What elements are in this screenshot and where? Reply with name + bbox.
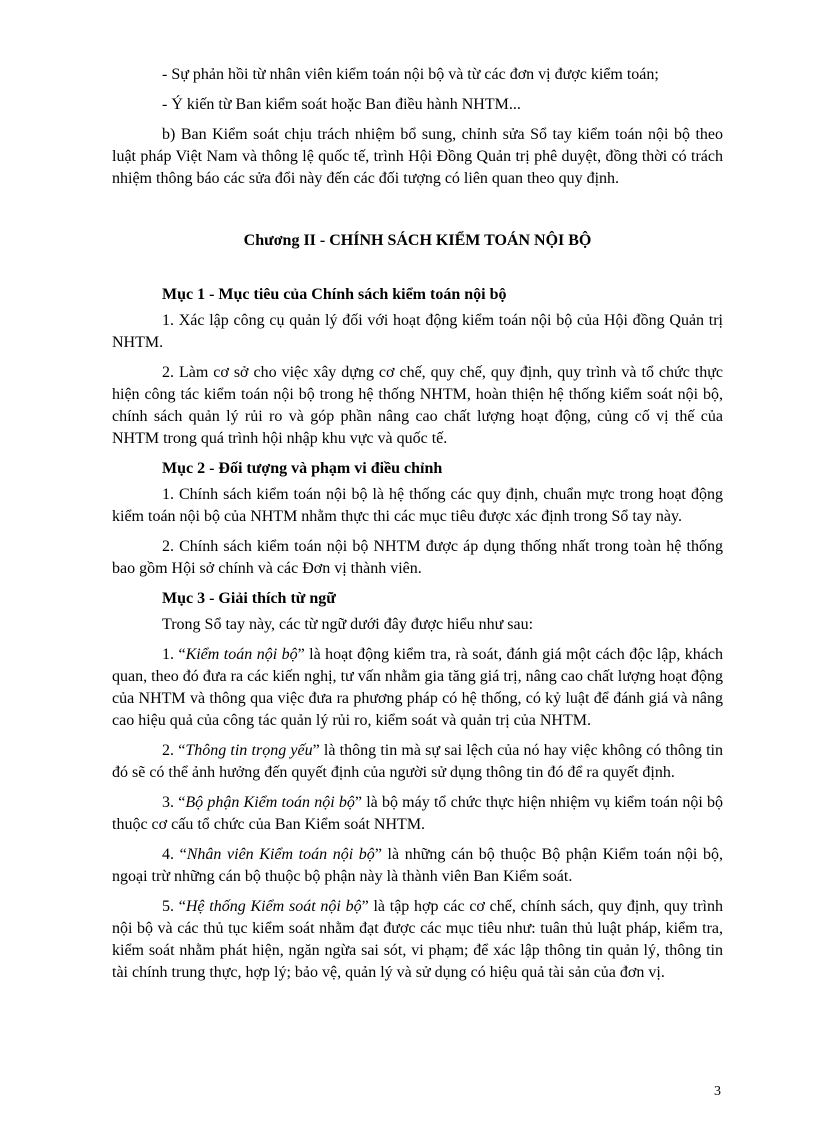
document-page [112,64,723,992]
section-1-para-2: 2. Làm cơ sở cho việc xây dựng cơ chế, quy chế, quy định, quy trình và tổ chức thực hiện công tác kiểm toán nội bộ trong hệ thống NHTM, hoàn thiện hệ thống kiểm soát nội bộ, chính sách quản lý rủi ro và góp phần nâng cao chất lượng hoạt động, củng cố vị thế của NHTM trong quá trình hội nhập khu vực và quốc tế. [112,364,723,447]
intro-item-1: - Sự phản hồi từ nhân viên kiểm toán nội bộ và từ các đơn vị được kiểm toán; [162,66,659,83]
definition-term: Kiểm toán nội bộ [185,646,298,663]
section-2-para-1: 1. Chính sách kiểm toán nội bộ là hệ thống các quy định, chuẩn mực trong hoạt động kiểm toán nội bộ của NHTM nhằm thực thi các mục tiêu được xác định trong Sổ tay này. [112,486,723,525]
page-number: 3 [714,1084,721,1099]
definition-term: Hệ thống Kiểm soát nội bộ [185,898,362,915]
section-3-intro: Trong Sổ tay này, các từ ngữ dưới đây được hiểu như sau: [162,616,534,633]
section-2-para-2: 2. Chính sách kiểm toán nội bộ NHTM được áp dụng thống nhất trong toàn hệ thống bao gồm Hội sở chính và các Đơn vị thành viên. [112,538,723,577]
intro-item-2: - Ý kiến từ Ban kiểm soát hoặc Ban điều hành NHTM... [162,96,521,113]
definition-term: Bộ phận Kiểm toán nội bộ [185,794,355,811]
definition-3: 3. “Bộ phận Kiểm toán nội bộ” là bộ máy tổ chức thực hiện nhiệm vụ kiểm toán nội bộ thuộc cơ cấu tổ chức của Ban Kiểm soát NHTM. [112,794,723,833]
definition-term: Nhân viên Kiểm toán nội bộ [186,846,375,863]
section-1-para-1: 1. Xác lập công cụ quản lý đối với hoạt động kiểm toán nội bộ của Hội đồng Quản trị NHTM. [112,312,723,351]
section-1-heading: Mục 1 - Mục tiêu của Chính sách kiểm toán nội bộ [162,286,507,303]
section-3-heading: Mục 3 - Giải thích từ ngữ [162,590,336,607]
section-2-heading: Mục 2 - Đối tượng và phạm vi điều chỉnh [162,460,443,477]
definition-5: 5. “Hệ thống Kiểm soát nội bộ” là tập hợp các cơ chế, chính sách, quy định, quy trình nội bộ và các thủ tục kiểm soát nhằm đạt được các mục tiêu như: tuân thủ luật pháp, kiểm tra, kiểm soát nhằm phát hiện, ngăn ngừa sai sót, vi phạm; để xác lập thông tin quản lý, thông tin tài chính trung thực, hợp lý; bảo vệ, quản lý và sử dụng có hiệu quả tài sản của đơn vị. [112,898,723,981]
definition-2: 2. “Thông tin trọng yếu” là thông tin mà sự sai lệch của nó hay việc không có thông tin đó sẽ có thể ảnh hưởng đến quyết định của người sử dụng thông tin đó để ra quyết định. [112,742,723,781]
definition-4: 4. “Nhân viên Kiểm toán nội bộ” là những cán bộ thuộc Bộ phận Kiểm toán nội bộ, ngoại trừ những cán bộ thuộc bộ phận này là thành viên Ban Kiểm soát. [112,846,723,885]
intro-para-b: b) Ban Kiểm soát chịu trách nhiệm bổ sung, chỉnh sửa Sổ tay kiểm toán nội bộ theo luật pháp Việt Nam và thông lệ quốc tế, trình Hội Đồng Quản trị phê duyệt, đồng thời có trách nhiệm thông báo các sửa đổi này đến các đối tượng có liên quan theo quy định. [112,126,723,187]
chapter-title: Chương II - CHÍNH SÁCH KIỂM TOÁN NỘI BỘ [243,232,592,249]
definition-1: 1. “Kiểm toán nội bộ” là hoạt động kiểm tra, rà soát, đánh giá một cách độc lập, khách quan, theo đó đưa ra các kiến nghị, tư vấn nhằm gia tăng giá trị, nâng cao chất lượng hoạt động của NHTM và thông qua việc đưa ra phương pháp có hệ thống, có kỷ luật để đánh giá và nâng cao hiệu quả của công tác quản lý rủi ro, kiểm soát và quản trị của NHTM. [112,646,723,729]
definition-term: Thông tin trọng yếu [185,742,313,759]
